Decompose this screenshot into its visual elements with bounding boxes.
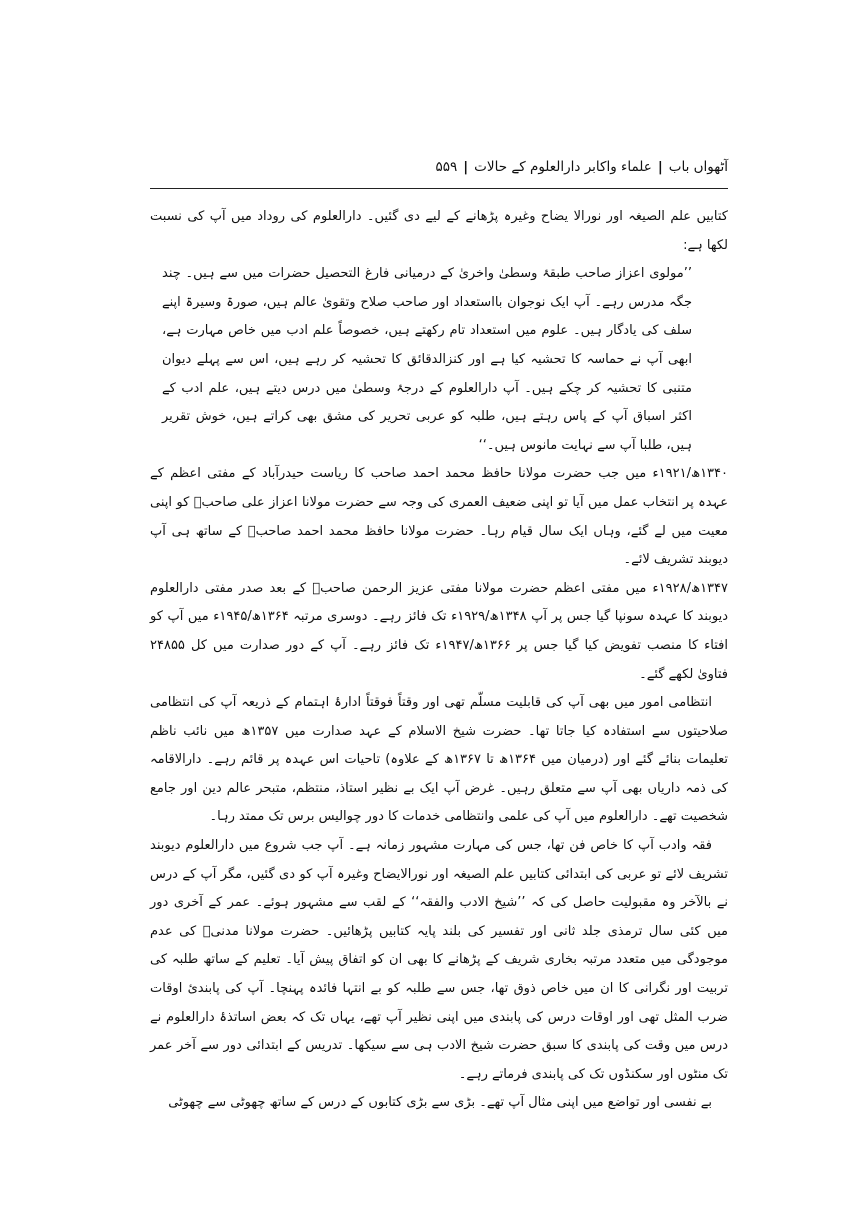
header-chapter: آٹھواں باب [668, 159, 728, 175]
paragraph: انتظامی امور میں بھی آپ کی قابلیت مسلّم تھی اور وقتاً فوقتاً ادارۂ اہتمام کے ذریعہ آپ کی انتظامی صلاحیتوں سے استفادہ کیا جاتا تھا۔ حضرت شیخ الاسلام کے عہد صدارت میں ۱۳۵۷ھ میں نائب ناظم تعلیمات بنائے گئے اور (درمیان میں ۱۳۶۴ھ تا ۱۳۶۷ھ کے علاوہ) تاحیات اس عہدہ پر قائم رہے۔ دارالاقامہ کی ذمہ داریاں بھی آپ سے متعلق رہیں۔ غرض آپ ایک بے نظیر استاذ، منتظم، متبحر عالم دین اور جامع شخصیت تھے۔ دارالعلوم میں آپ کی علمی وانتظامی خدمات کا دور چوالیس برس تک ممتد رہا۔ [150, 695, 729, 825]
running-header [186, 152, 728, 182]
paragraph: ۱۳۴۰ھ/۱۹۲۱ء میں جب حضرت مولانا حافظ محمد احمد صاحب کا ریاست حیدرآباد کے مفتی اعظم کے عہدہ پر انتخاب عمل میں آیا تو اپنی ضعیف العمری کی وجہ سے حضرت مولانا اعزاز علی صاحبؒ کو اپنی معیت میں لے گئے، وہاں ایک سال قیام رہا۔ حضرت مولانا حافظ محمد احمد صاحبؒ کے ساتھ ہی آپ دیوبند تشریف لائے۔ [150, 466, 728, 568]
header-separator: | [657, 159, 663, 175]
quoted-report-paragraph: ’’مولوی اعزاز صاحب طبقۂ وسطیٰ واخریٰ کے درمیانی فارغ التحصیل حضرات میں سے ہیں۔ چند جگہ مدرس رہے۔ آپ ایک نوجوان بااستعداد اور صاحب صلاح وتقویٰ عالم ہیں، صورۃ وسیرۃ اپنے سلف کی یادگار ہیں۔ علوم میں استعداد تام رکھتے ہیں، خصوصاً علم ادب میں خاص مہارت ہے، ابھی آپ نے حماسہ کا تحشیہ کیا ہے اور کنزالدقائق کا تحشیہ کر رہے ہیں، اس سے پہلے دیوان متنبی کا تحشیہ کر چکے ہیں۔ آپ دارالعلوم کے درجۂ وسطیٰ میں درس دیتے ہیں، علم ادب کے اکثر اسباق آپ کے پاس رہتے ہیں، طلبہ کو عربی تحریر کی مشق بھی کراتے ہیں، خوش تقریر ہیں، طلبا آپ سے نہایت مانوس ہیں۔‘‘ [162, 266, 692, 453]
paragraph: ۱۳۴۷ھ/۱۹۲۸ء میں مفتی اعظم حضرت مولانا مفتی عزیز الرحمن صاحبؒ کے بعد صدر مفتی دارالعلوم دیوبند کا عہدہ سونپا گیا جس پر آپ ۱۳۴۸ھ/۱۹۲۹ء تک فائز رہے۔ دوسری مرتبہ ۱۳۶۴ھ/۱۹۴۵ء میں آپ کو افتاء کا منصب تفویض کیا گیا جس پر ۱۳۶۶ھ/۱۹۴۷ء تک فائز رہے۔ آپ کے دور صدارت میں کل ۲۴۸۵۵ فتاویٰ لکھے گئے۔ [150, 580, 729, 682]
header-separator: | [463, 159, 469, 175]
paragraph: بے نفسی اور تواضع میں اپنی مثال آپ تھے۔ بڑی سے بڑی کتابوں کے درس کے ساتھ چھوٹی سے چھوٹی [168, 1095, 712, 1111]
header-rule [150, 188, 728, 189]
header-title: علماء واکابر دارالعلوم کے حالات [474, 159, 652, 175]
paragraph: فقہ وادب آپ کا خاص فن تھا، جس کی مہارت مشہور زمانہ ہے۔ آپ جب شروع میں دارالعلوم دیوبند تشریف لائے تو عربی کی ابتدائی کتابیں علم الصیغہ اور نورالایضاح وغیرہ آپ کو دی گئیں، مگر آپ کے درس نے بالآخر وہ مقبولیت حاصل کی کہ ’’شیخ الادب والفقہ‘‘ کے لقب سے مشہور ہوئے۔ عمر کے آخری دور میں کئی سال ترمذی جلد ثانی اور تفسیر کی بلند پایہ کتابیں پڑھائیں۔ حضرت مولانا مدنیؒ کی عدم موجودگی میں متعدد مرتبہ بخاری شریف کے پڑھانے کا بھی ان کو اتفاق پیش آیا۔ تعلیم کے ساتھ طلبہ کی تربیت اور نگرانی کا ان میں خاص ذوق تھا، جس سے طلبہ کو بے انتہا فائدہ پہنچا۔ آپ کی پابندیٔ اوقات ضرب المثل تھی اور اوقات درس کی پابندی میں اپنی نظیر آپ تھے، یہاں تک کہ بعض اساتذۂ دارالعلوم نے درس میں وقت کی پابندی کا سبق حضرت شیخ الادب ہی سے سیکھا۔ تدریس کے ابتدائی دور سے آخر عمر تک منٹوں اور سکنڈوں تک کی پابندی فرماتے رہے۔ [150, 838, 728, 1082]
paragraph: کتابیں علم الصیغہ اور نورالا یضاح وغیرہ پڑھانے کے لیے دی گئیں۔ دارالعلوم کی روداد میں آپ کی نسبت لکھا ہے: [150, 209, 728, 253]
page-number: ۵۵۹ [435, 159, 458, 175]
body-text [150, 203, 728, 1118]
